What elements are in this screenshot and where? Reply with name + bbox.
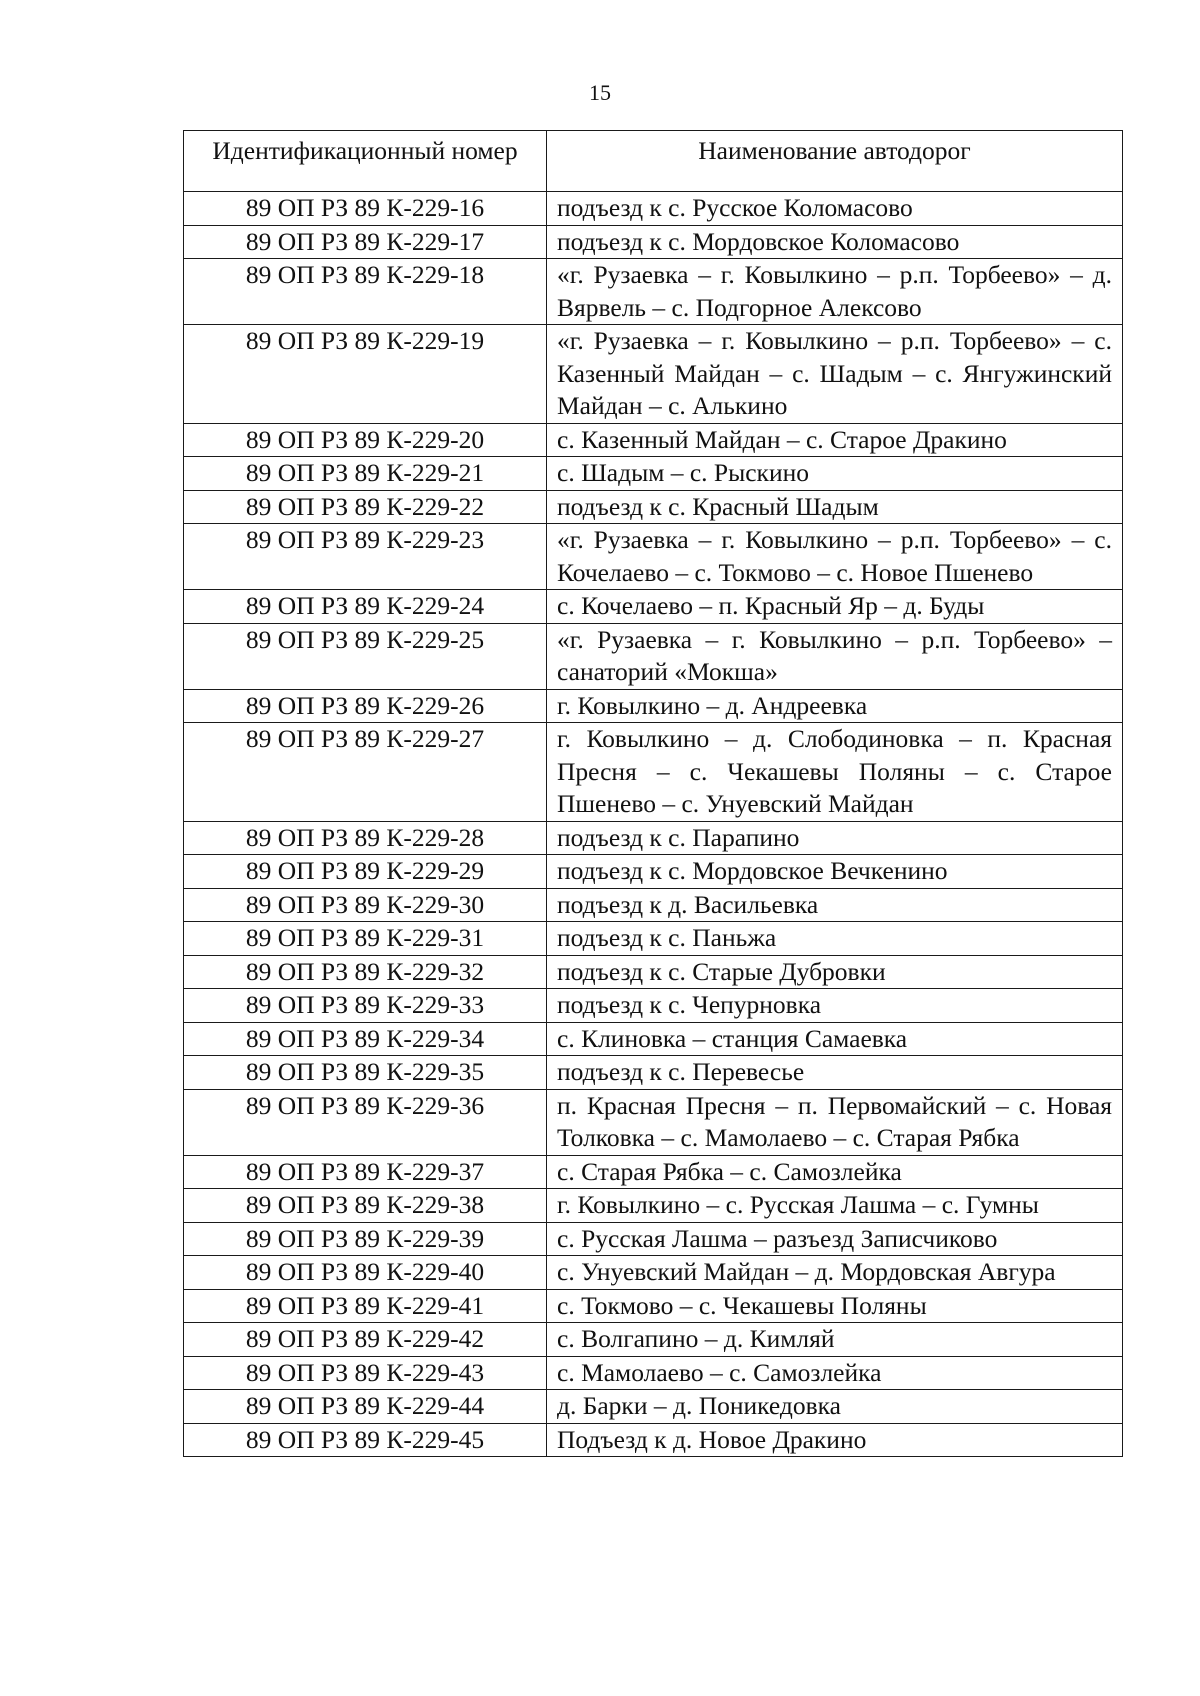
road-name-cell: с. Шадым – с. Рыскино [547, 457, 1123, 491]
header-id: Идентификационный номер [184, 131, 547, 192]
road-name-cell: с. Старая Рябка – с. Самозлейка [547, 1155, 1123, 1189]
road-id-cell: 89 ОП РЗ 89 К-229-36 [184, 1089, 547, 1155]
road-name-cell: г. Ковылкино – д. Андреевка [547, 689, 1123, 723]
header-name: Наименование автодорог [547, 131, 1123, 192]
road-id-cell: 89 ОП РЗ 89 К-229-24 [184, 590, 547, 624]
road-id-cell: 89 ОП РЗ 89 К-229-28 [184, 821, 547, 855]
table-row [184, 1189, 1123, 1223]
road-name-cell: с. Волгапино – д. Кимляй [547, 1323, 1123, 1357]
road-id-cell: 89 ОП РЗ 89 К-229-34 [184, 1022, 547, 1056]
table-row [184, 490, 1123, 524]
road-name-cell: подъезд к с. Чепурновка [547, 989, 1123, 1023]
road-name-cell: с. Казенный Майдан – с. Старое Дракино [547, 423, 1123, 457]
road-id-cell: 89 ОП РЗ 89 К-229-37 [184, 1155, 547, 1189]
table-row [184, 1423, 1123, 1457]
road-name-cell: Подъезд к д. Новое Дракино [547, 1423, 1123, 1457]
road-id-cell: 89 ОП РЗ 89 К-229-19 [184, 325, 547, 424]
road-name-cell: подъезд к д. Васильевка [547, 888, 1123, 922]
table-row [184, 1256, 1123, 1290]
road-name-cell: с. Клиновка – станция Самаевка [547, 1022, 1123, 1056]
road-name-cell: подъезд к с. Старые Дубровки [547, 955, 1123, 989]
table-row [184, 989, 1123, 1023]
road-id-cell: 89 ОП РЗ 89 К-229-25 [184, 623, 547, 689]
road-name-cell: с. Кочелаево – п. Красный Яр – д. Буды [547, 590, 1123, 624]
table-row [184, 1289, 1123, 1323]
road-name-cell: подъезд к с. Парапино [547, 821, 1123, 855]
table-row [184, 423, 1123, 457]
road-id-cell: 89 ОП РЗ 89 К-229-27 [184, 723, 547, 822]
table-row [184, 225, 1123, 259]
table-row [184, 1323, 1123, 1357]
road-id-cell: 89 ОП РЗ 89 К-229-16 [184, 192, 547, 226]
road-name-cell: подъезд к с. Перевесье [547, 1056, 1123, 1090]
table-row [184, 1390, 1123, 1424]
road-id-cell: 89 ОП РЗ 89 К-229-20 [184, 423, 547, 457]
table-row [184, 192, 1123, 226]
road-id-cell: 89 ОП РЗ 89 К-229-26 [184, 689, 547, 723]
road-id-cell: 89 ОП РЗ 89 К-229-41 [184, 1289, 547, 1323]
road-id-cell: 89 ОП РЗ 89 К-229-17 [184, 225, 547, 259]
road-id-cell: 89 ОП РЗ 89 К-229-35 [184, 1056, 547, 1090]
road-name-cell: «г. Рузаевка – г. Ковылкино – р.п. Торбеево» – с. Кочелаево – с. Токмово – с. Новое Пшенево [547, 524, 1123, 590]
table-row [184, 1222, 1123, 1256]
road-name-cell: д. Барки – д. Поникедовка [547, 1390, 1123, 1424]
road-id-cell: 89 ОП РЗ 89 К-229-30 [184, 888, 547, 922]
road-name-cell: с. Унуевский Майдан – д. Мордовская Авгура [547, 1256, 1123, 1290]
road-name-cell: «г. Рузаевка – г. Ковылкино – р.п. Торбеево» – д. Вярвель – с. Подгорное Алексово [547, 259, 1123, 325]
road-name-cell: г. Ковылкино – с. Русская Лашма – с. Гумны [547, 1189, 1123, 1223]
road-id-cell: 89 ОП РЗ 89 К-229-43 [184, 1356, 547, 1390]
road-name-cell: подъезд к с. Русское Коломасово [547, 192, 1123, 226]
road-id-cell: 89 ОП РЗ 89 К-229-31 [184, 922, 547, 956]
header-row [184, 131, 1123, 192]
table-row [184, 1356, 1123, 1390]
table-body [184, 192, 1123, 1457]
road-id-cell: 89 ОП РЗ 89 К-229-40 [184, 1256, 547, 1290]
table-row [184, 524, 1123, 590]
page-number: 15 [589, 80, 611, 105]
road-id-cell: 89 ОП РЗ 89 К-229-33 [184, 989, 547, 1023]
road-name-cell: подъезд к с. Паньжа [547, 922, 1123, 956]
table-row [184, 1089, 1123, 1155]
road-id-cell: 89 ОП РЗ 89 К-229-32 [184, 955, 547, 989]
road-name-cell: с. Токмово – с. Чекашевы Поляны [547, 1289, 1123, 1323]
road-id-cell: 89 ОП РЗ 89 К-229-38 [184, 1189, 547, 1223]
table-row [184, 888, 1123, 922]
table-row [184, 723, 1123, 822]
road-id-cell: 89 ОП РЗ 89 К-229-44 [184, 1390, 547, 1424]
road-name-cell: подъезд к с. Красный Шадым [547, 490, 1123, 524]
table-row [184, 855, 1123, 889]
road-name-cell: подъезд к с. Мордовское Вечкенино [547, 855, 1123, 889]
table-row [184, 1056, 1123, 1090]
table-row [184, 821, 1123, 855]
table-header [184, 131, 1123, 192]
table-row [184, 325, 1123, 424]
road-id-cell: 89 ОП РЗ 89 К-229-42 [184, 1323, 547, 1357]
road-name-cell: «г. Рузаевка – г. Ковылкино – р.п. Торбеево» – с. Казенный Майдан – с. Шадым – с. Янгужинский Майдан – с. Алькино [547, 325, 1123, 424]
road-id-cell: 89 ОП РЗ 89 К-229-29 [184, 855, 547, 889]
road-name-cell: с. Русская Лашма – разъезд Записчиково [547, 1222, 1123, 1256]
road-id-cell: 89 ОП РЗ 89 К-229-22 [184, 490, 547, 524]
table-row [184, 955, 1123, 989]
table-row [184, 922, 1123, 956]
road-name-cell: г. Ковылкино – д. Слободиновка – п. Красная Пресня – с. Чекашевы Поляны – с. Старое Пшенево – с. Унуевский Майдан [547, 723, 1123, 822]
road-id-cell: 89 ОП РЗ 89 К-229-39 [184, 1222, 547, 1256]
table-row [184, 623, 1123, 689]
road-id-cell: 89 ОП РЗ 89 К-229-18 [184, 259, 547, 325]
table-row [184, 457, 1123, 491]
table-row [184, 1155, 1123, 1189]
table-row [184, 590, 1123, 624]
road-id-cell: 89 ОП РЗ 89 К-229-23 [184, 524, 547, 590]
road-id-cell: 89 ОП РЗ 89 К-229-21 [184, 457, 547, 491]
table-row [184, 259, 1123, 325]
road-name-cell: подъезд к с. Мордовское Коломасово [547, 225, 1123, 259]
road-id-cell: 89 ОП РЗ 89 К-229-45 [184, 1423, 547, 1457]
road-name-cell: «г. Рузаевка – г. Ковылкино – р.п. Торбеево» – санаторий «Мокша» [547, 623, 1123, 689]
road-name-cell: п. Красная Пресня – п. Первомайский – с. Новая Толковка – с. Мамолаево – с. Старая Рябка [547, 1089, 1123, 1155]
table-row [184, 1022, 1123, 1056]
roads-table [183, 130, 1123, 1457]
table-row [184, 689, 1123, 723]
road-name-cell: с. Мамолаево – с. Самозлейка [547, 1356, 1123, 1390]
